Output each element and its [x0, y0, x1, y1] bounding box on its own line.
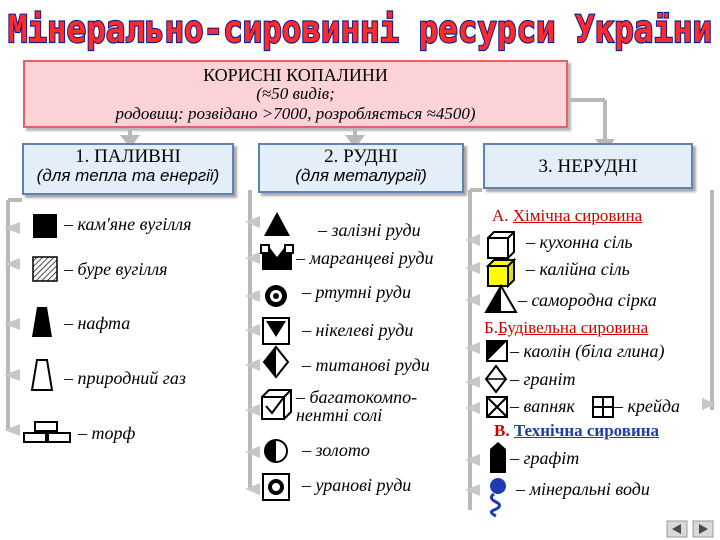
outline-cube-icon — [486, 230, 516, 260]
build-item-limestone: – вапняк — [510, 396, 575, 416]
page-title-text: Мінерально-сировинні ресурси України — [8, 8, 712, 51]
tech-item-graphite: – графіт — [510, 448, 580, 468]
section-technical-letter: В. — [494, 421, 510, 440]
mineral-water-icon — [484, 476, 512, 518]
section-chemical-header — [492, 206, 642, 226]
fuel-item-oil: – нафта — [64, 313, 131, 333]
category-fuel-subtitle: (для тепла та енергії) — [36, 166, 220, 185]
manganese-icon — [260, 244, 294, 272]
graphite-icon — [488, 441, 508, 475]
ore-item-mercury: – ртутні руди — [302, 282, 412, 302]
filled-square-icon — [32, 213, 58, 239]
category-fuel-title: 1. ПАЛИВНІ — [75, 146, 181, 167]
chem-item-potash-salt: – калійна сіль — [526, 259, 630, 279]
category-nonmetal — [483, 143, 693, 189]
ore-item-titanium: – титанові руди — [302, 355, 430, 375]
ring-dot-icon — [262, 282, 290, 310]
section-construction-letter: Б. — [484, 318, 499, 337]
fuel-item-natural-gas: – природний газ — [64, 368, 186, 388]
filled-trapezoid-icon — [30, 305, 54, 339]
header-title: КОРИСНІ КОПАЛИНИ — [203, 65, 388, 85]
next-slide-button[interactable] — [692, 520, 714, 538]
category-ore-title: 2. РУДНІ — [324, 146, 398, 167]
tech-item-mineral-water: – мінеральні води — [516, 479, 650, 499]
section-construction-header — [484, 318, 648, 338]
minerals-header-box — [23, 60, 568, 128]
triangle-in-square-icon — [262, 317, 290, 345]
ore-item-gold: – золото — [302, 440, 370, 460]
header-types-count: (≈50 видів; — [256, 84, 335, 103]
build-item-kaolin: – каолін (біла глина) — [510, 341, 665, 361]
section-chemical-letter: А. — [492, 206, 509, 225]
build-item-granite: – граніт — [510, 369, 576, 389]
ore-item-iron: – залізні руди — [318, 220, 421, 240]
hatched-square-icon — [32, 256, 58, 282]
double-diamond-icon — [484, 364, 508, 394]
section-chemical-title: Хімічна сировина — [512, 206, 643, 225]
outline-trapezoid-icon — [30, 358, 54, 392]
fuel-item-peat: – торф — [78, 423, 136, 443]
category-nonmetal-title: 3. НЕРУДНІ — [538, 156, 638, 177]
peat-brick-icon — [22, 420, 74, 446]
chem-item-table-salt: – кухонна сіль — [526, 232, 633, 252]
chem-item-native-sulfur: – самородна сірка — [518, 290, 657, 310]
grid-square-icon — [592, 396, 614, 418]
ore-item-uranium: – уранові руди — [302, 475, 412, 495]
fuel-item-hard-coal: – кам'яне вугілля — [64, 214, 192, 234]
category-fuel — [22, 143, 234, 195]
prev-slide-button[interactable] — [666, 520, 688, 538]
header-deposits: родовищ: розвідано >7000, розробляється ≈4500) — [115, 104, 476, 123]
section-technical-header — [494, 421, 659, 441]
category-ore — [258, 143, 464, 193]
half-circle-icon — [262, 437, 290, 465]
build-item-chalk: – крейда — [614, 396, 681, 416]
ore-item-multicomponent-salts: – багатокомпо- нентні солі — [296, 387, 418, 425]
category-ore-subtitle: (для металургії) — [295, 166, 427, 185]
half-triangle-icon — [484, 284, 518, 314]
section-technical-title: Технічна сировина — [513, 421, 660, 440]
half-diamond-icon — [262, 345, 290, 379]
diagonal-square-icon — [486, 340, 508, 362]
ore-item-manganese: – марганцеві руди — [296, 248, 434, 268]
x-square-icon — [486, 396, 508, 418]
fuel-item-brown-coal: – буре вугілля — [64, 259, 168, 279]
filled-triangle-icon — [262, 210, 292, 238]
ore-item-nickel: – нікелеві руди — [302, 320, 414, 340]
section-construction-title: Будівельна сировина — [498, 318, 649, 337]
circle-in-square-icon — [262, 473, 290, 501]
cube-check-icon — [260, 388, 294, 422]
